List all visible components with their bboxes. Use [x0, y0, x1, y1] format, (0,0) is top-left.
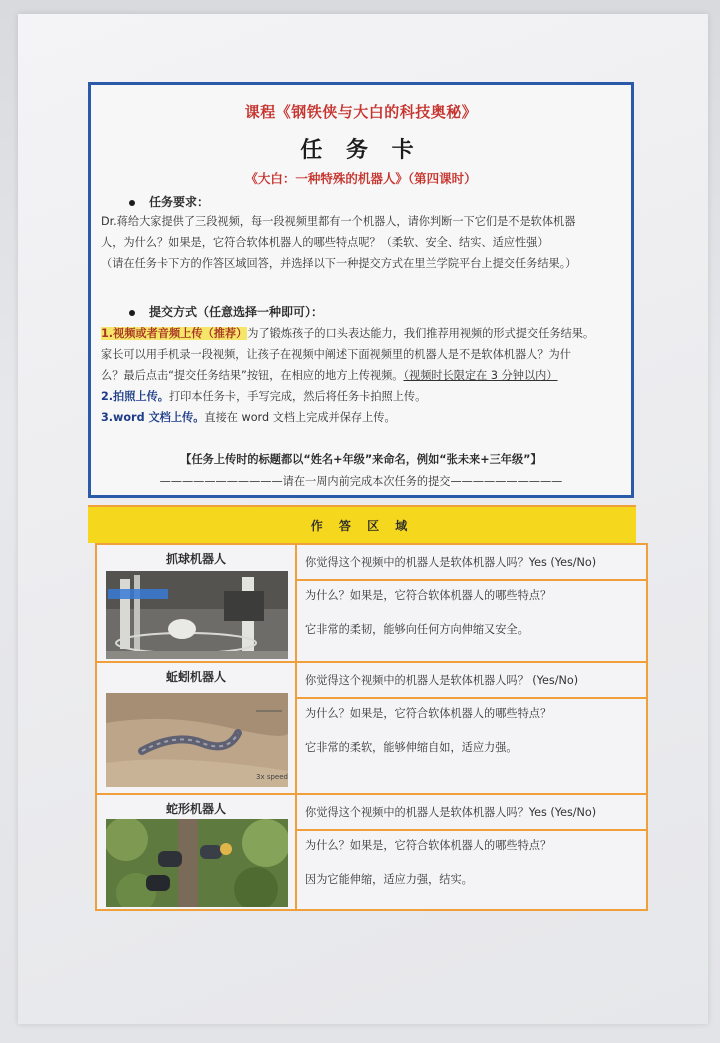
- option-video-desc: 为了锻炼孩子的口头表达能力，我们推荐用视频的形式提交任务结果。: [247, 327, 595, 340]
- table-row: [97, 545, 646, 663]
- answer-area-title: 作 答 区 域: [310, 519, 414, 533]
- robot-name: 蚯蚓机器人: [165, 670, 226, 684]
- question-why: 为什么？如果是，它符合软体机器人的哪些特点？: [305, 589, 552, 602]
- answer-text: 它非常的柔软，能够伸缩自如，适应力强。: [305, 741, 518, 754]
- requirements-heading: 任务要求：: [129, 193, 209, 210]
- question-soft-robot: 你觉得这个视频中的机器人是软体机器人吗？ (Yes/No): [305, 674, 579, 687]
- robot-cell: [97, 663, 297, 793]
- question-cell: [297, 545, 646, 661]
- divider: [297, 697, 646, 699]
- question-soft-robot: 你觉得这个视频中的机器人是软体机器人吗？Yes (Yes/No): [305, 556, 597, 569]
- submission-options: [101, 323, 631, 428]
- option-word-desc: 直接在 word 文档上完成并保存上传。: [204, 411, 396, 424]
- task-card-frame: [88, 82, 634, 498]
- option-photo-label: 2.拍照上传。: [101, 390, 169, 403]
- requirements-line-1: Dr.蒋给大家提供了三段视频，每一段视频里都有一个机器人，请你判断一下它们是不是软体机器: [101, 215, 576, 228]
- option-video-label: 1.视频或者音频上传（推荐）: [101, 327, 248, 340]
- requirements-line-2: 人，为什么？如果是，它符合软体机器人的哪些特点呢？（柔软、安全、结实、适应性强）: [101, 236, 549, 249]
- robot-video-thumbnail: [106, 819, 288, 907]
- question-why: 为什么？如果是，它符合软体机器人的哪些特点？: [305, 707, 552, 720]
- option-word-label: 3.word 文档上传。: [101, 411, 205, 424]
- question-cell: [297, 663, 646, 793]
- deadline-note: ———————————请在一周内前完成本次任务的提交——————————: [159, 475, 563, 488]
- requirements-line-3: （请在任务卡下方的作答区域回答，并选择以下一种提交方式在里兰学院平台上提交任务结果。）: [101, 257, 577, 270]
- option-video-line-3: 么？最后点击“提交任务结果”按钮，在相应的地方上传视频。（视频时长限定在 3 分钟以内）: [101, 369, 558, 382]
- question-soft-robot: 你觉得这个视频中的机器人是软体机器人吗？Yes (Yes/No): [305, 806, 597, 819]
- robot-name: 抓球机器人: [165, 552, 226, 566]
- answer-text: 因为它能伸缩，适应力强，结实。: [305, 873, 473, 886]
- robot-video-thumbnail: [106, 571, 288, 659]
- option-photo: [101, 386, 631, 407]
- option-photo-desc: 打印本任务卡，手写完成，然后将任务卡拍照上传。: [168, 390, 427, 403]
- requirements-text: [101, 211, 631, 274]
- divider: [297, 579, 646, 581]
- robot-cell: [97, 545, 297, 661]
- bullet-icon: [129, 200, 135, 206]
- video-duration-note: （视频时长限定在 3 分钟以内）: [403, 369, 558, 382]
- option-video: [101, 323, 631, 344]
- submission-heading: 提交方式（任意选择一种即可）：: [129, 303, 323, 320]
- answer-area-header: [88, 505, 636, 543]
- divider: [297, 829, 646, 831]
- answer-table: [95, 543, 648, 911]
- robot-cell: [97, 795, 297, 909]
- course-title: 课程《钢铁侠与大白的科技奥秘》: [244, 103, 478, 121]
- card-title: 任 务 卡: [300, 138, 422, 163]
- option-word: [101, 407, 631, 428]
- question-cell: [297, 795, 646, 909]
- question-why: 为什么？如果是，它符合软体机器人的哪些特点？: [305, 839, 552, 852]
- answer-text: 它非常的柔韧，能够向任何方向伸缩又安全。: [305, 623, 529, 636]
- table-row: [97, 663, 646, 795]
- naming-note: 【任务上传时的标题都以“姓名+年级”来命名，例如“张未来+三年级”】: [180, 453, 542, 466]
- option-video-line-2: 家长可以用手机录一段视频，让孩子在视频中阐述下面视频里的机器人是不是软体机器人？为什: [101, 348, 571, 361]
- table-row: [97, 795, 646, 909]
- lesson-subtitle: 《大白：一种特殊的机器人》（第四课时）: [245, 171, 477, 186]
- bullet-icon: [129, 310, 135, 316]
- svg-text:3x speed: 3x speed: [256, 773, 288, 781]
- robot-video-thumbnail: [106, 693, 288, 787]
- robot-name: 蛇形机器人: [165, 802, 226, 816]
